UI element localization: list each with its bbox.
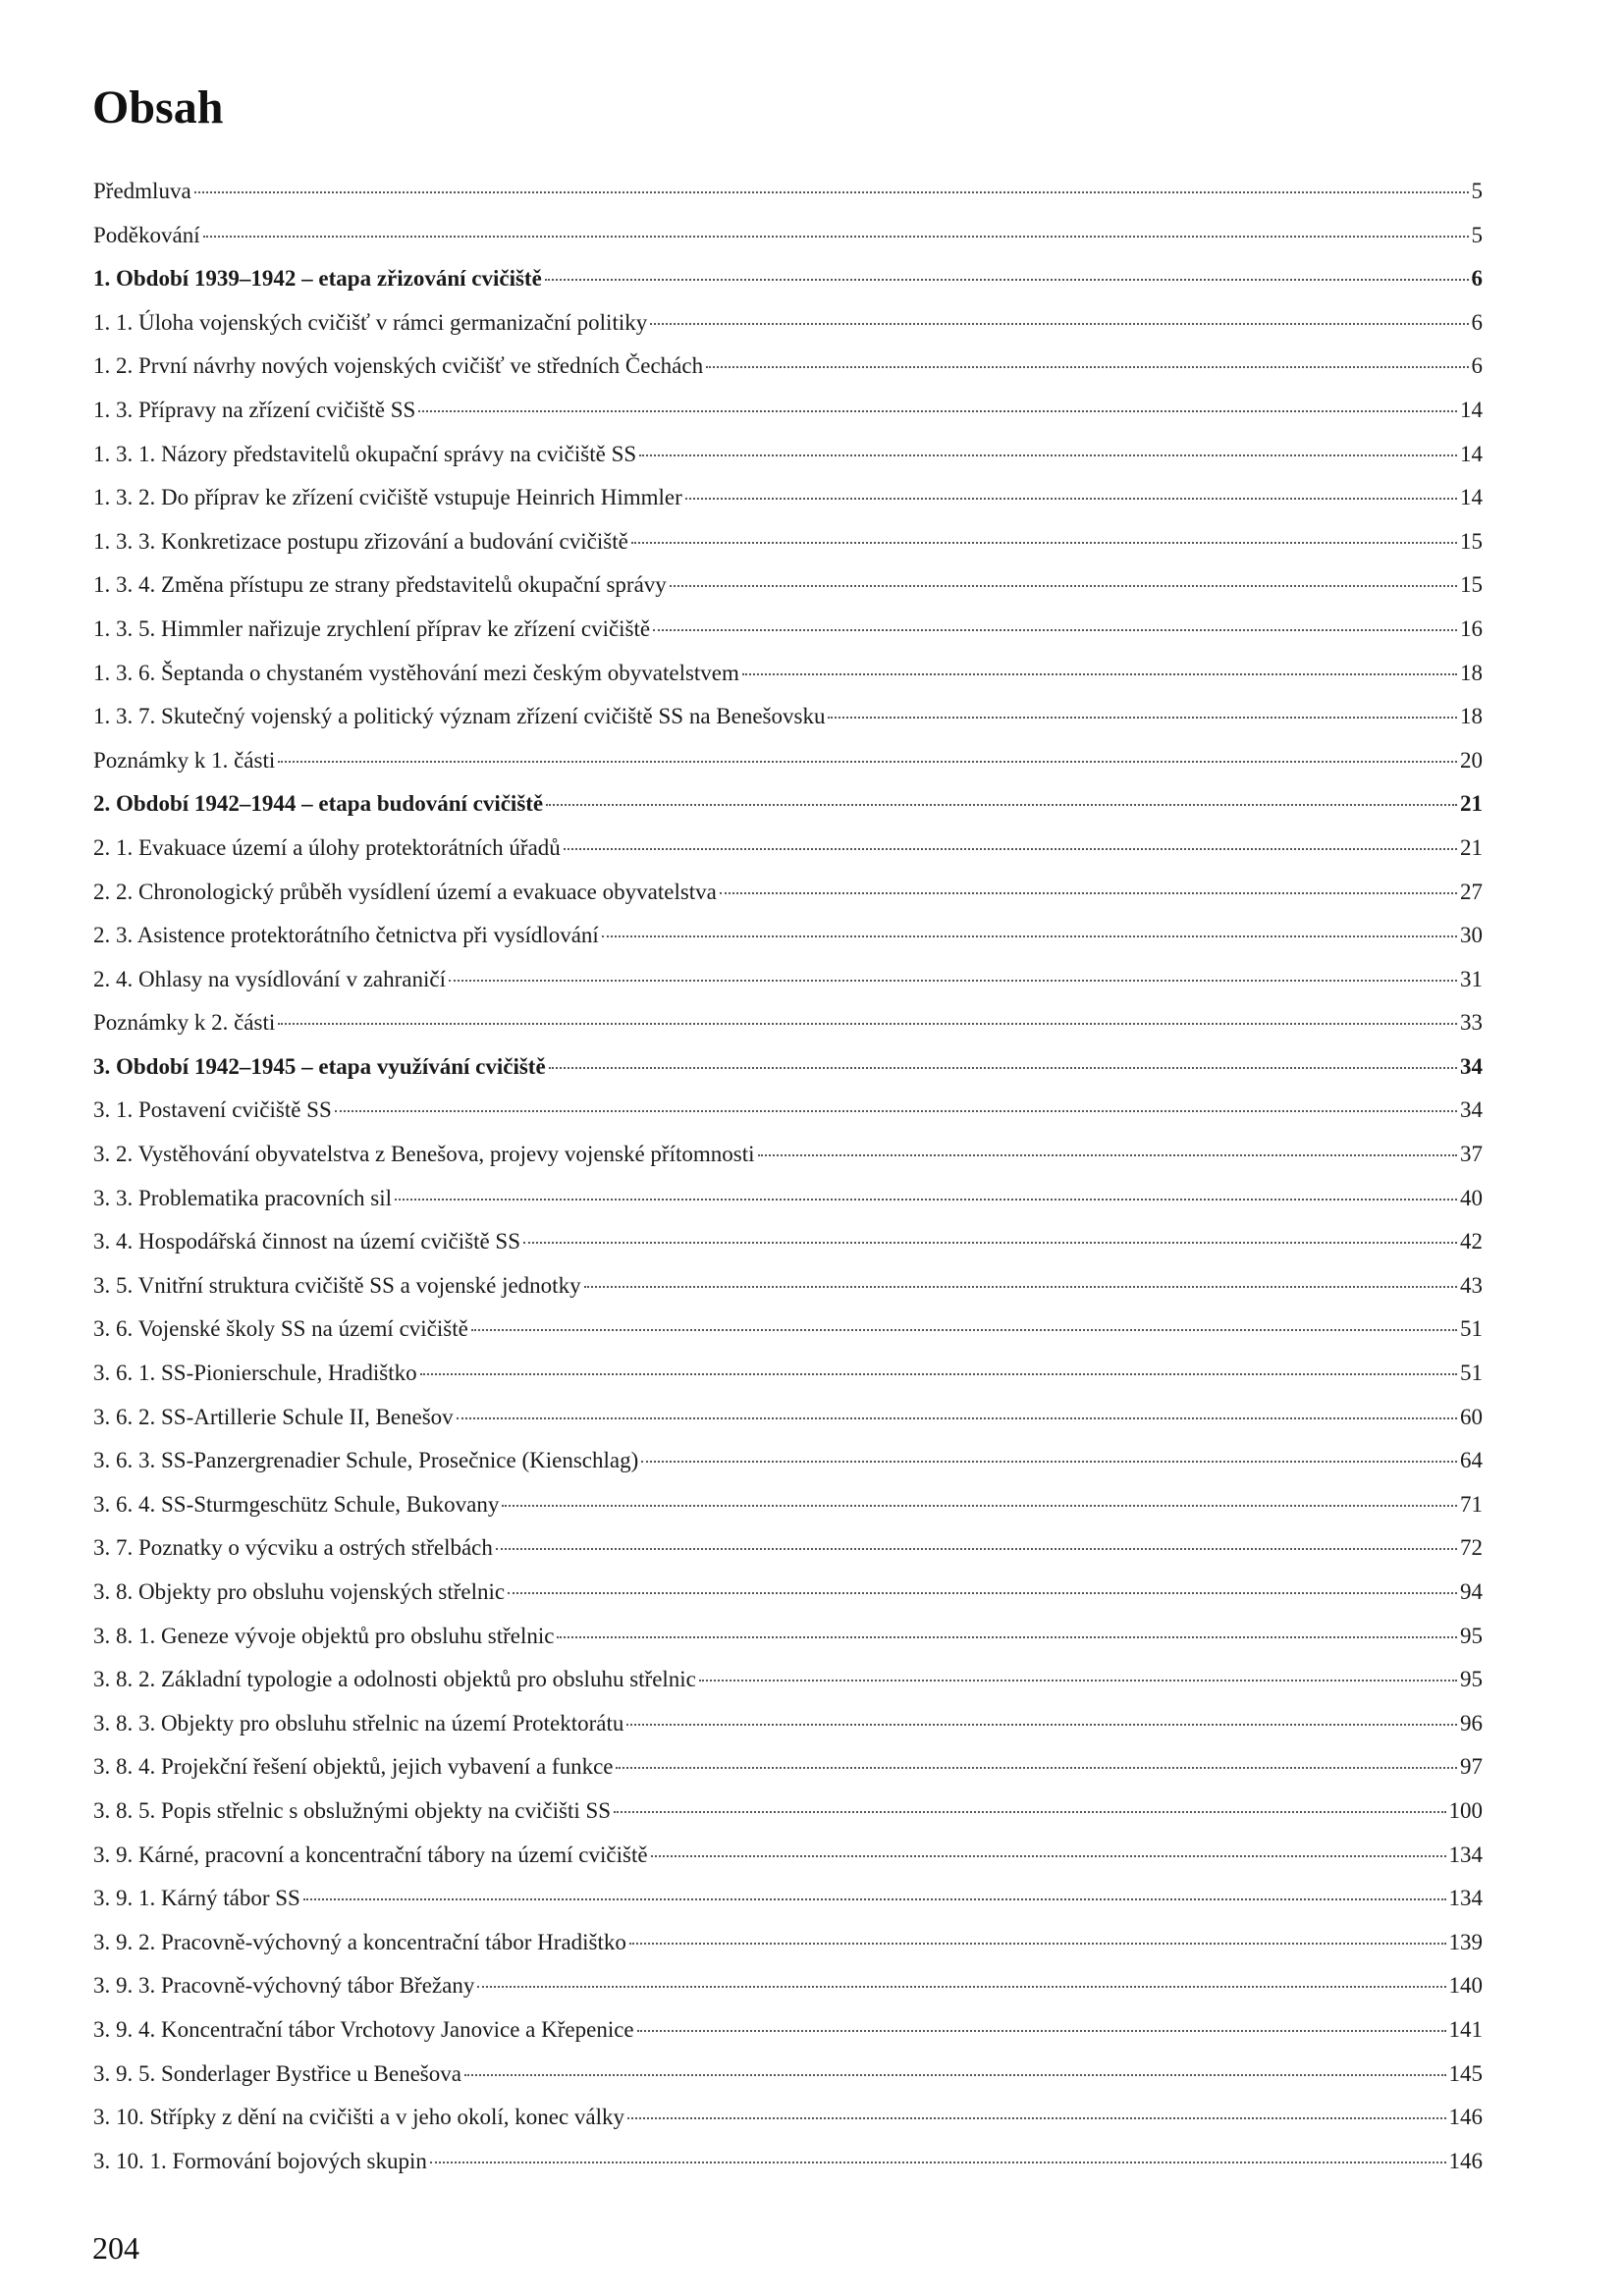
toc-entry-page: 30 [1460,923,1483,948]
toc-entry-page: 27 [1460,879,1483,904]
toc-entry-title: 3. 5. Vnitřní struktura cvičiště SS a vojenské jednotky [93,1272,581,1298]
toc-entry-title: 2. 4. Ohlasy na vysídlování v zahraničí [93,966,446,991]
toc-entry [93,702,1483,746]
toc-entry [93,1709,1483,1753]
toc-dot-leader [477,1986,1445,1988]
toc-entry [93,1490,1483,1534]
toc-entry-page: 42 [1460,1229,1483,1255]
toc-entry-title: 3. 8. Objekty pro obsluhu vojenských střelnic [93,1579,506,1604]
toc-entry-page: 5 [1471,179,1483,203]
toc-dot-leader [471,1329,1457,1331]
toc-entry-title: 3. 8. 4. Projekční řešení objektů, jejich vybavení a funkce [93,1754,614,1780]
toc-entry-title: Poděkování [93,222,200,247]
toc-entry-title: 1. 3. 2. Do příprav ke zřízení cvičiště vstupuje Heinrich Himmler [93,485,682,510]
toc-entry-title: 3. 6. Vojenské školy SS na území cvičiště [93,1316,468,1342]
toc-dot-leader [557,1636,1457,1638]
toc-entry [93,789,1483,833]
toc-entry-page: 139 [1448,1929,1483,1954]
toc-entry-title: 3. 9. 5. Sonderlager Bystřice u Benešova [93,2060,461,2086]
toc-entry-title: 3. 6. 1. SS-Pionierschule, Hradištko [93,1361,417,1386]
toc-entry [93,221,1483,265]
toc-entry-page: 14 [1460,441,1483,466]
toc-entry-page: 100 [1448,1797,1483,1823]
toc-entry-title: 1. 2. První návrhy nových vojenských cvičišť ve středních Čechách [93,353,704,379]
toc-entry-page: 94 [1460,1579,1483,1604]
toc-dot-leader [546,804,1457,806]
toc-entry-title: 1. 3. 4. Změna přístupu ze strany představitelů okupační správy [93,572,667,598]
toc-entry [93,1446,1483,1490]
toc-dot-leader [278,1023,1457,1025]
toc-entry-title: 3. 3. Problematika pracovních sil [93,1185,393,1210]
toc-entry-page: 43 [1460,1272,1483,1298]
toc-entry-title: 2. 1. Evakuace území a úlohy protektorátních úřadů [93,834,561,860]
toc-entry-page: 14 [1460,397,1483,422]
toc-dot-leader [449,980,1457,982]
toc-entry-page: 146 [1448,2105,1483,2130]
toc-dot-leader [508,1592,1457,1594]
toc-entry-page: 145 [1448,2060,1483,2086]
toc-dot-leader [706,366,1468,368]
toc-entry-title: 1. Období 1939–1942 – etapa zřizování cvičiště [93,266,542,292]
toc-dot-leader [629,1943,1446,1945]
toc-entry-page: 15 [1460,572,1483,598]
toc-entry-title: 3. 1. Postavení cvičiště SS [93,1097,332,1123]
toc-entry [93,396,1483,440]
toc-entry-page: 21 [1460,791,1483,817]
toc-entry-title: 3. 9. 2. Pracovně-výchovný a koncentrační tábor Hradištko [93,1929,626,1954]
table-of-contents [93,177,1483,2190]
toc-entry-page: 51 [1460,1316,1483,1342]
toc-entry-title: 1. 3. 3. Konkretizace postupu zřizování a budování cvičiště [93,528,628,554]
toc-entry [93,1008,1483,1052]
toc-entry-page: 5 [1471,222,1483,247]
toc-entry [93,1314,1483,1359]
toc-entry [93,1227,1483,1271]
toc-dot-leader [627,2117,1445,2119]
toc-entry-title: 3. 2. Vystěhování obyvatelstva z Benešova, projevy vojenské přítomnosti [93,1142,755,1167]
toc-entry [93,921,1483,965]
toc-entry [93,1140,1483,1184]
toc-entry [93,1403,1483,1447]
toc-entry [93,2059,1483,2104]
toc-entry [93,2103,1483,2147]
toc-entry [93,2015,1483,2059]
toc-entry [93,1971,1483,2015]
toc-entry-title: 1. 3. 6. Šeptanda o chystaném vystěhování mezi českým obyvatelstvem [93,660,739,685]
toc-entry [93,1665,1483,1709]
toc-entry-title: 2. 3. Asistence protektorátního četnictva při vysídlování [93,923,599,948]
toc-entry-title: 3. 10. Střípky z dění na cvičišti a v jeho okolí, konec války [93,2105,625,2130]
toc-entry-title: Poznámky k 2. části [93,1010,276,1036]
toc-dot-leader [203,236,1469,238]
toc-entry-title: 1. 3. 5. Himmler nařizuje zrychlení příprav ke zřízení cvičiště [93,615,651,641]
toc-dot-leader [641,1461,1457,1463]
toc-entry-page: 95 [1460,1667,1483,1692]
toc-dot-leader [278,761,1457,763]
toc-entry-title: 3. 8. 2. Základní typologie a odolnosti objektů pro obsluhu střelnic [93,1667,696,1692]
toc-entry-page: 95 [1460,1623,1483,1648]
toc-entry [93,878,1483,922]
toc-entry-page: 140 [1448,1973,1483,1999]
toc-entry [93,1752,1483,1796]
toc-entry [93,746,1483,790]
toc-dot-leader [650,323,1468,325]
toc-entry [93,264,1483,308]
page-title: Obsah [92,81,224,133]
toc-entry-page: 34 [1460,1097,1483,1123]
toc-dot-leader [418,410,1457,412]
toc-entry-page: 51 [1460,1361,1483,1386]
toc-entry [93,308,1483,352]
toc-entry-page: 14 [1460,485,1483,510]
toc-entry-page: 40 [1460,1185,1483,1210]
toc-entry-title: 3. 9. 3. Pracovně-výchovný tábor Břežany [93,1973,475,1999]
toc-entry-page: 15 [1460,528,1483,554]
toc-dot-leader [742,673,1457,675]
toc-entry-title: 3. Období 1942–1945 – etapa využívání cvičiště [93,1053,546,1079]
toc-entry-title: 3. 4. Hospodářská činnost na území cvičiště SS [93,1229,521,1255]
toc-dot-leader [496,1548,1457,1550]
toc-entry [93,833,1483,878]
toc-dot-leader [395,1199,1457,1201]
toc-dot-leader [626,1724,1457,1726]
toc-entry-title: 2. Období 1942–1944 – etapa budování cvičiště [93,791,544,817]
toc-entry-page: 21 [1460,834,1483,860]
toc-entry [93,1052,1483,1096]
toc-entry-page: 60 [1460,1404,1483,1429]
toc-entry-title: 1. 1. Úloha vojenských cvičišť v rámci germanizační politiky [93,309,648,335]
toc-entry-title: 3. 6. 4. SS-Sturmgeschütz Schule, Bukovany [93,1491,500,1517]
toc-entry-page: 72 [1460,1535,1483,1561]
toc-dot-leader [639,454,1457,456]
toc-entry-page: 34 [1460,1053,1483,1079]
toc-entry-title: 3. 8. 3. Objekty pro obsluhu střelnic na území Protektorátu [93,1710,624,1735]
toc-dot-leader [699,1680,1457,1682]
toc-dot-leader [549,1067,1457,1069]
toc-entry-page: 18 [1460,704,1483,729]
toc-entry [93,1359,1483,1403]
toc-entry-title: 1. 3. Přípravy na zřízení cvičiště SS [93,397,416,422]
toc-entry [93,1928,1483,1972]
toc-entry-page: 6 [1471,309,1483,335]
toc-entry [93,1095,1483,1140]
toc-entry [93,440,1483,484]
toc-dot-leader [637,2030,1446,2032]
toc-dot-leader [670,585,1457,587]
toc-dot-leader [545,279,1469,281]
toc-dot-leader [616,1767,1457,1769]
toc-entry [93,1622,1483,1666]
toc-entry-title: 3. 7. Poznatky o výcviku a ostrých střelbách [93,1535,493,1561]
toc-dot-leader [464,2074,1446,2076]
toc-dot-leader [758,1154,1458,1156]
toc-entry-title: Poznámky k 1. části [93,747,276,773]
toc-dot-leader [420,1373,1457,1375]
toc-dot-leader [653,629,1457,631]
toc-dot-leader [631,542,1457,544]
toc-entry-page: 37 [1460,1142,1483,1167]
toc-entry-page: 71 [1460,1491,1483,1517]
toc-entry-title: 3. 6. 3. SS-Panzergrenadier Schule, Prosečnice (Kienschlag) [93,1448,639,1473]
toc-entry [93,527,1483,571]
toc-entry [93,483,1483,527]
toc-entry-page: 6 [1471,266,1483,292]
toc-dot-leader [720,892,1457,894]
toc-entry-title: 3. 9. Kárné, pracovní a koncentrační tábory na území cvičiště [93,1842,648,1867]
toc-entry [93,570,1483,614]
toc-entry [93,2147,1483,2191]
toc-dot-leader [828,717,1457,719]
toc-dot-leader [564,848,1457,850]
toc-entry [93,1533,1483,1577]
toc-entry-page: 6 [1471,353,1483,379]
toc-entry-title: 3. 10. 1. Formování bojových skupin [93,2148,427,2173]
toc-entry-page: 64 [1460,1448,1483,1473]
toc-entry-title: 3. 8. 1. Geneze vývoje objektů pro obsluhu střelnic [93,1623,555,1648]
toc-dot-leader [502,1505,1457,1507]
toc-entry [93,659,1483,703]
toc-dot-leader [457,1417,1457,1419]
page-number: 204 [92,2230,139,2266]
toc-entry-title: 3. 9. 1. Kárný tábor SS [93,1886,300,1911]
toc-entry-page: 141 [1448,2016,1483,2042]
toc-dot-leader [194,191,1469,193]
toc-entry-page: 33 [1460,1010,1483,1036]
toc-entry [93,965,1483,1009]
toc-entry [93,1271,1483,1315]
toc-entry-title: 3. 9. 4. Koncentrační tábor Vrchotovy Janovice a Křepenice [93,2016,634,2042]
toc-entry-page: 20 [1460,747,1483,773]
toc-entry-page: 97 [1460,1754,1483,1780]
toc-entry [93,1884,1483,1928]
toc-entry-title: 3. 6. 2. SS-Artillerie Schule II, Benešov [93,1404,454,1429]
toc-entry-page: 134 [1448,1886,1483,1911]
toc-entry-title: 1. 3. 1. Názory představitelů okupační správy na cvičiště SS [93,441,637,466]
toc-entry-page: 16 [1460,615,1483,641]
toc-entry-title: 3. 8. 5. Popis střelnic s obslužnými objekty na cvičišti SS [93,1797,612,1823]
toc-entry [93,351,1483,396]
toc-dot-leader [614,1811,1445,1813]
toc-dot-leader [584,1286,1457,1288]
toc-entry [93,1184,1483,1228]
toc-entry-page: 31 [1460,966,1483,991]
toc-entry-page: 146 [1448,2148,1483,2173]
toc-entry-page: 96 [1460,1710,1483,1735]
toc-dot-leader [303,1898,1446,1900]
toc-dot-leader [430,2162,1446,2163]
toc-entry [93,177,1483,221]
toc-entry-page: 134 [1448,1842,1483,1867]
toc-entry [93,1796,1483,1841]
toc-entry-title: 2. 2. Chronologický průběh vysídlení území a evakuace obyvatelstva [93,879,717,904]
toc-entry-title: Předmluva [93,179,191,203]
toc-entry [93,1841,1483,1885]
toc-dot-leader [523,1242,1457,1244]
toc-dot-leader [335,1110,1457,1112]
toc-entry-title: 1. 3. 7. Skutečný vojenský a politický význam zřízení cvičiště SS na Benešovsku [93,704,826,729]
toc-dot-leader [602,935,1457,937]
toc-entry [93,1577,1483,1622]
toc-dot-leader [651,1855,1446,1857]
toc-dot-leader [685,498,1457,500]
toc-entry-page: 18 [1460,660,1483,685]
toc-entry [93,614,1483,659]
